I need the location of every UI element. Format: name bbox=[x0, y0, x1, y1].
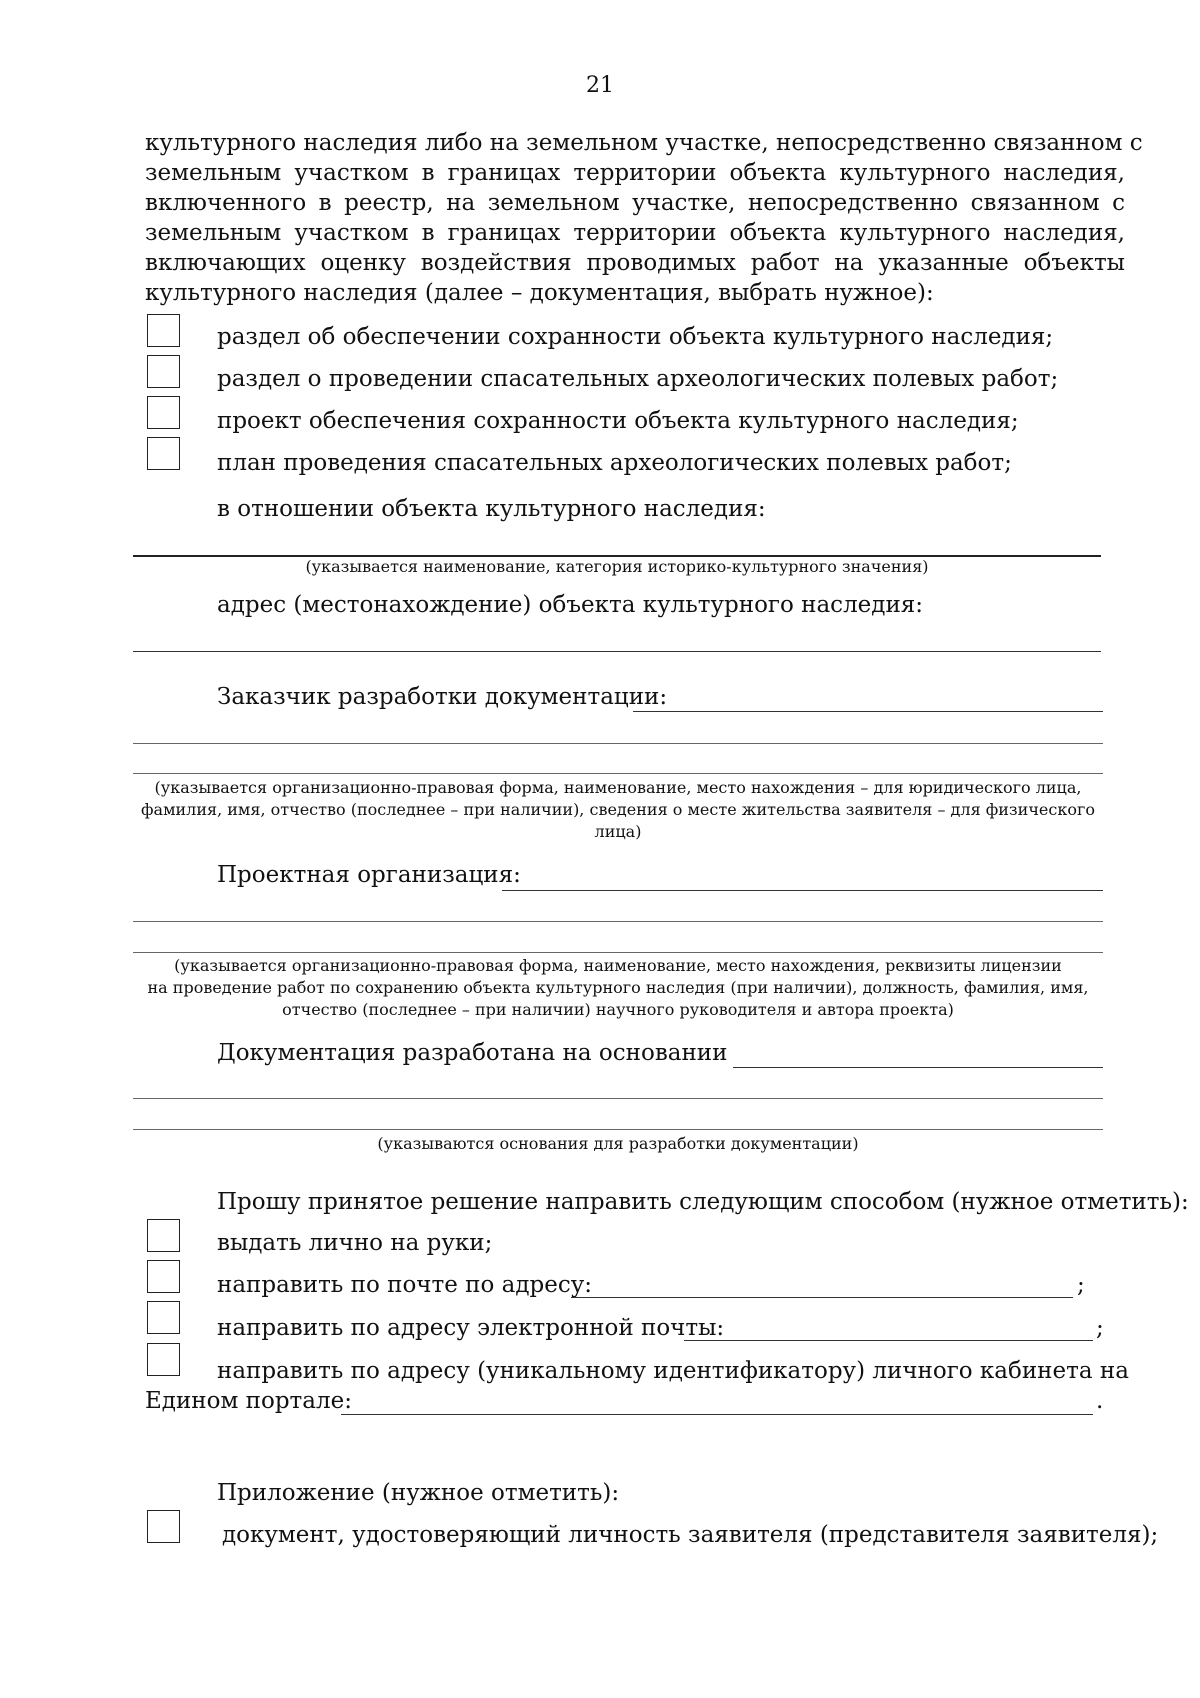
object-caption: (указывается наименование, категория историко-культурного значения) bbox=[305, 557, 929, 576]
checkbox-attachment-identity[interactable] bbox=[147, 1510, 180, 1543]
option-doc-project: проект обеспечения сохранности объекта культурного наследия; bbox=[217, 408, 1019, 434]
designer-caption-line: на проведение работ по сохранению объекта культурного наследия (при наличии), должность, фамилия, имя, bbox=[147, 978, 1089, 997]
delivery-portal-field[interactable] bbox=[341, 1414, 1093, 1415]
delivery-mail-label: направить по почте по адресу: bbox=[217, 1272, 593, 1298]
delivery-portal-label-2: Едином портале: bbox=[145, 1388, 352, 1414]
intro-line-last: культурного наследия (далее – документация, выбрать нужное): bbox=[145, 280, 934, 306]
designer-field[interactable] bbox=[502, 890, 1103, 891]
delivery-email-semicolon: ; bbox=[1096, 1315, 1104, 1341]
designer-caption bbox=[133, 955, 1103, 1021]
delivery-email-field[interactable] bbox=[684, 1340, 1093, 1341]
delivery-portal-label: направить по адресу (уникальному идентификатору) личного кабинета на bbox=[217, 1358, 1129, 1384]
designer-field-line-3[interactable] bbox=[133, 952, 1103, 953]
checkbox-delivery-email[interactable] bbox=[147, 1301, 180, 1334]
basis-label: Документация разработана на основании bbox=[217, 1040, 728, 1066]
customer-field[interactable] bbox=[633, 711, 1103, 712]
delivery-mail-field[interactable] bbox=[571, 1297, 1073, 1298]
basis-field-line-2[interactable] bbox=[133, 1098, 1103, 1099]
intro-line: земельным участком в границах территории объекта культурного наследия, bbox=[145, 160, 1125, 186]
checkbox-delivery-mail[interactable] bbox=[147, 1260, 180, 1293]
designer-field-line-2[interactable] bbox=[133, 921, 1103, 922]
object-label: в отношении объекта культурного наследия: bbox=[217, 496, 766, 522]
checkbox-delivery-in-person[interactable] bbox=[147, 1219, 180, 1252]
intro-line: земельным участком в границах территории объекта культурного наследия, bbox=[145, 220, 1125, 246]
customer-caption bbox=[133, 777, 1103, 843]
option-doc-section-safety: раздел об обеспечении сохранности объекта культурного наследия; bbox=[217, 324, 1054, 350]
checkbox-doc-project[interactable] bbox=[147, 396, 180, 429]
customer-field-line-2[interactable] bbox=[133, 743, 1103, 744]
delivery-heading: Прошу принятое решение направить следующим способом (нужное отметить): bbox=[217, 1189, 1189, 1215]
option-doc-plan: план проведения спасательных археологических полевых работ; bbox=[217, 450, 1012, 476]
delivery-in-person-label: выдать лично на руки; bbox=[217, 1230, 493, 1256]
attachments-heading: Приложение (нужное отметить): bbox=[217, 1480, 620, 1506]
intro-paragraph bbox=[145, 128, 1143, 308]
customer-caption-line: лица) bbox=[594, 822, 642, 841]
delivery-portal-period: . bbox=[1096, 1388, 1104, 1414]
address-label: адрес (местонахождение) объекта культурного наследия: bbox=[217, 592, 924, 618]
basis-field[interactable] bbox=[733, 1067, 1103, 1068]
designer-caption-line: (указывается организационно-правовая форма, наименование, место нахождения, реквизиты лицензии bbox=[174, 956, 1062, 975]
customer-caption-line: фамилия, имя, отчество (последнее – при наличии), сведения о месте жительства заявителя – для физического bbox=[141, 800, 1095, 819]
intro-line: культурного наследия либо на земельном участке, непосредственно связанном с bbox=[145, 130, 1143, 156]
designer-caption-line: отчество (последнее – при наличии) научного руководителя и автора проекта) bbox=[282, 1000, 954, 1019]
intro-line: включающих оценку воздействия проводимых работ на указанные объекты bbox=[145, 250, 1125, 276]
option-doc-section-rescue: раздел о проведении спасательных археологических полевых работ; bbox=[217, 366, 1059, 392]
basis-field-line-3[interactable] bbox=[133, 1129, 1103, 1130]
delivery-email-label: направить по адресу электронной почты: bbox=[217, 1315, 725, 1341]
delivery-mail-semicolon: ; bbox=[1077, 1272, 1085, 1298]
page-number: 21 bbox=[586, 73, 614, 98]
checkbox-delivery-portal[interactable] bbox=[147, 1343, 180, 1376]
customer-field-line-3[interactable] bbox=[133, 773, 1103, 774]
checkbox-doc-section-safety[interactable] bbox=[147, 314, 180, 347]
designer-label: Проектная организация: bbox=[217, 862, 521, 888]
customer-caption-line: (указывается организационно-правовая форма, наименование, место нахождения – для юридического лица, bbox=[154, 778, 1082, 797]
intro-line: включенного в реестр, на земельном участке, непосредственно связанном с bbox=[145, 190, 1125, 216]
address-field[interactable] bbox=[133, 651, 1101, 652]
checkbox-doc-section-rescue[interactable] bbox=[147, 355, 180, 388]
attachment-identity-label: документ, удостоверяющий личность заявителя (представителя заявителя); bbox=[222, 1522, 1159, 1548]
checkbox-doc-plan[interactable] bbox=[147, 437, 180, 470]
basis-caption: (указываются основания для разработки документации) bbox=[377, 1134, 859, 1153]
customer-label: Заказчик разработки документации: bbox=[217, 684, 668, 710]
